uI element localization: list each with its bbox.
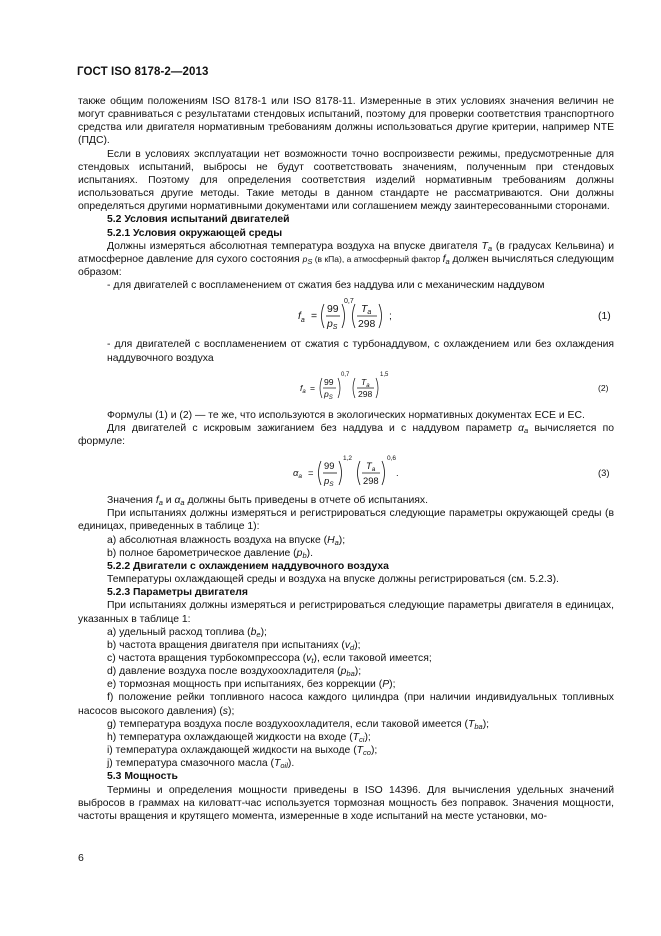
formula-1-lhs: $f_a$ (298, 311, 305, 325)
formula-3-exp2: 0,6 (387, 455, 397, 463)
formula-1-num2: Ta (361, 304, 372, 317)
paragraph: Термины и определения мощности приведены в ISO 14396. Для вычисления удельных значений выбросов в граммах на киловатт-час используется тормозная мощность без поправок. Значения мощности, частоты вращения и крутящего момента, измеренные в ходе испытаний на месте установки, мо- (78, 784, 614, 822)
document-body (78, 95, 614, 823)
list-item-engine-g: g) температура воздуха после воздухоохладителя, если таковой имеется $(T_{ba})$; (107, 718, 490, 731)
formula-1-svg (78, 292, 614, 338)
section-heading-5-2-3: 5.2.3 Параметры двигателя (107, 587, 248, 599)
list-item-engine-e: е) тормозная мощность при испытаниях, без коррекции (P); (107, 679, 396, 691)
document-header: ГОСТ ISO 8178-2—2013 (77, 66, 209, 78)
formula-3-num1: 99 (324, 460, 335, 472)
paragraph-values: Значения $f_a$ и $\alpha_a$ должны быть приведены в отчете об испытаниях. (107, 495, 429, 508)
formula-3 (78, 448, 614, 494)
list-item-engine-h: h) температура охлаждающей жидкости на входе $(T_{ci})$; (107, 731, 371, 744)
svg-text:.: . (396, 467, 399, 479)
section-heading-5-2-1: 5.2.1 Условия окружающей среды (107, 227, 283, 239)
formula-2-exp1: 0,7 (341, 371, 350, 378)
list-item-engine-d: d) давление воздуха после воздухоохладителя $(p_{ba})$; (107, 666, 362, 679)
formula-3-svg (78, 448, 614, 494)
symbol-Ta: $T_a$ (481, 240, 492, 253)
formula-2 (78, 365, 614, 409)
paragraph: также общим положениям ISO 8178-1 или ISO 8178-11. Измеренные в этих условиях значения величин не могут сравниваться с результатами стендовых испытаний, поэтому для проверки соответствия транспортного средства или двигателя нормативным требованиям должны использоваться другие критерии, например NTE (ПДС). (78, 96, 614, 147)
svg-text:=: = (311, 311, 318, 323)
formula-3-lhs: $\alpha_a$ (293, 467, 302, 481)
list-item-engine-b: b) частота вращения двигателя при испытаниях $(v_d)$; (107, 639, 361, 652)
formula-3-exp1: 1,2 (343, 455, 353, 463)
formula-2-svg (78, 365, 614, 409)
formula-2-num1: 99 (324, 376, 334, 387)
section-heading-5-2: 5.2 Условия испытаний двигателей (107, 214, 290, 226)
paragraph-ambient: Должны измеряться абсолютная температура воздуха на впуске двигателя $T_a$ (в градусах Кельвина) и атмосферное давление для сухого состояния $p_S$ (в кПа), а атмосферный фактор $f_a$ должен вычисляться следующим образом: (78, 240, 614, 279)
formula-2-lhs: $f_a$ (300, 382, 306, 395)
list-item-engine-a: а) удельный расход топлива $(b_e)$; (107, 626, 267, 639)
equation-number-3: (3) (598, 467, 610, 479)
formula-1 (78, 292, 614, 338)
list-item-b: b) полное барометрическое давление $(p_b)$. (107, 547, 313, 560)
page-number: 6 (78, 852, 84, 864)
formula-2-den1: $p_S$ (324, 388, 333, 401)
symbol-alpha: $\alpha_a$ (518, 422, 529, 435)
svg-text:;: ; (389, 311, 392, 323)
symbol-ps: $p_S$ (302, 253, 313, 266)
list-item-a: а) абсолютная влажность воздуха на впуске $(H_a)$; (107, 534, 346, 547)
formula-2-exp2: 1,5 (380, 371, 389, 378)
list-bullet: - для двигателей с воспламенением от сжатия без наддува или с механическим наддувом (107, 280, 545, 292)
section-heading-5-2-2: 5.2.2 Двигатели с охлаждением наддувочного воздуха (107, 560, 389, 572)
list-item-engine-i: i) температура охлаждающей жидкости на выходе $(T_{co})$; (107, 745, 378, 758)
list-item-engine-f: f) положение рейки топливного насоса каждого цилиндра (при наличии индивидуальных топливных насосов высокого давления) (s); (78, 692, 614, 717)
equation-number-2: (2) (598, 382, 609, 393)
formula-3-den2: 298 (363, 475, 379, 487)
list-bullet: - для двигателей с воспламенением от сжатия с турбонаддувом, с охлаждением или без охлаждения наддувочного воздуха (107, 339, 614, 364)
paragraph: При испытаниях должны измеряться и регистрироваться следующие параметры окружающей среды (в единицах, приведенных в таблице 1): (78, 508, 614, 533)
formula-3-num2: $T_a$ (366, 460, 376, 474)
list-item-engine-c: c) частота вращения турбокомпрессора $(v_t)$, если таковой имеется; (107, 653, 432, 665)
paragraph: Температуры охлаждающей среды и воздуха на впуске должны регистрироваться (см. 5.2.3). (107, 574, 559, 586)
section-heading-5-3: 5.3 Мощность (107, 771, 178, 783)
paragraph-alpha: Для двигателей с искровым зажиганием без наддува и с наддувом параметр $\alpha_a$ вычисляется по формуле: (78, 422, 614, 447)
paragraph: Если в условиях эксплуатации нет возможности точно воспроизвести режимы, предусмотренные для стендовых испытаний, выбросы не будут соответствовать значениям, полученным при стендовых испытаниях. Поэтому для определения соответствия изделий нормативным требованиям должны использоваться другие методы. Такие методы в данном стандарте не рассматриваются. Они должны определяться другими нормативными документами или соглашением между заинтересованными сторонами. (78, 148, 614, 213)
svg-text:=: = (308, 467, 314, 479)
formula-2-den2: 298 (358, 388, 373, 399)
equation-number-1: (1) (598, 311, 611, 323)
list-item-engine-j: j) температура смазочного масла $(T_{oil})$. (107, 758, 295, 771)
symbol-fa: $f_a$ (155, 495, 163, 508)
paragraph: Формулы (1) и (2) — те же, что используются в экологических нормативных документах ЕСЕ и ЕС. (107, 409, 585, 421)
formula-1-exp: 0,7 (344, 298, 354, 306)
symbol-fa: $f_a$ (442, 253, 450, 266)
formula-1-den2: 298 (358, 319, 376, 331)
svg-text:=: = (310, 382, 316, 393)
formula-2-num2: $T_a$ (361, 376, 370, 389)
paragraph: При испытаниях должны измеряться и регистрироваться следующие параметры двигателя в единицах, указанных в таблице 1: (78, 600, 614, 625)
formula-1-den1: pS (327, 319, 338, 332)
formula-1-num1: 99 (327, 304, 339, 316)
symbol-alpha: $\alpha_a$ (174, 495, 185, 508)
formula-3-den1: $p_S$ (324, 475, 334, 489)
